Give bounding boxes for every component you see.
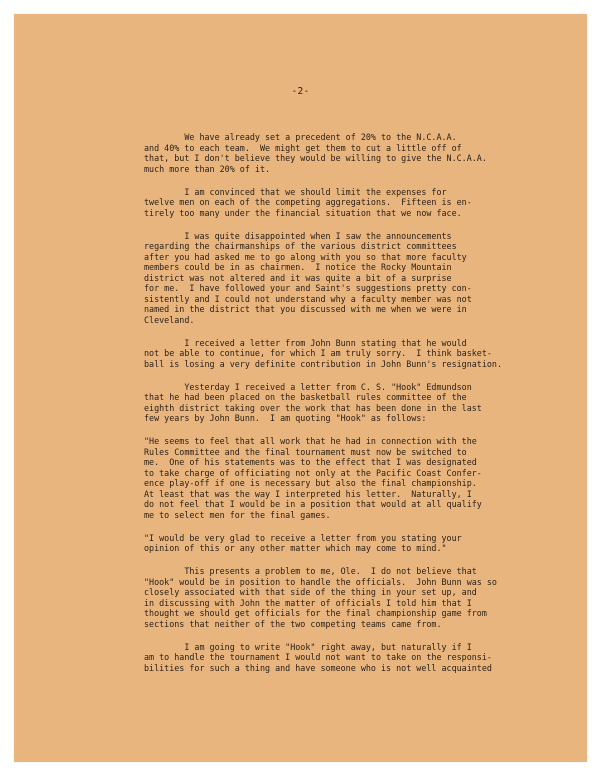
- text-line: We have already set a precedent of 20% to the N.C.A.A.: [144, 132, 457, 142]
- letter-paragraph: [144, 338, 564, 370]
- text-line: members could be in as chairmen. I notice the Rocky Mountain: [144, 262, 452, 272]
- text-line: "He seems to feel that all work that he had in connection with the: [144, 436, 477, 446]
- text-line: few years by John Bunn. I am quoting "Hook" as follows:: [144, 413, 427, 423]
- text-line: sistently and I could not understand why a faculty member was not: [144, 293, 472, 304]
- text-line: for me. I have followed your and Saint's suggestions pretty con-: [144, 283, 472, 293]
- text-line: that, but I don't believe they would be willing to give the N.C.A.A.: [144, 153, 487, 163]
- text-line: "Hook" would be in position to handle the officials. John Bunn was so: [144, 576, 497, 587]
- text-line: This presents a problem to me, Ole. I do not believe that: [144, 566, 477, 576]
- text-line: to take charge of officiating not only at the Pacific Coast Confer-: [144, 467, 482, 478]
- text-line: district was not altered and it was quite a bit of a surprise: [144, 272, 452, 283]
- text-line: twelve men on each of the competing aggregations. Fifteen is en-: [144, 197, 472, 207]
- text-line: thought we should get officials for the final championship game from: [144, 608, 487, 618]
- text-line: tirely too many under the financial situation that we now face.: [144, 207, 462, 218]
- text-line: after you had asked me to go along with you so that more faculty: [144, 251, 467, 262]
- letter-paragraph: [144, 231, 564, 326]
- text-line: much more than 20% of it.: [144, 163, 271, 174]
- text-line: me. One of his statements was to the effect that I was designated: [144, 457, 477, 467]
- text-line: I received a letter from John Bunn stating that he would: [144, 337, 467, 348]
- text-line: regarding the chairmanships of the various district committees: [144, 241, 457, 251]
- text-line: At least that was the way I interpreted his letter. Naturally, I: [144, 488, 472, 499]
- text-line: ball is losing a very definite contribution in John Bunn's resignation.: [144, 358, 502, 369]
- text-line: opinion of this or any other matter which may come to mind.": [144, 543, 447, 553]
- letter-paragraph: [144, 382, 564, 424]
- text-line: me to select men for the final games.: [144, 509, 331, 520]
- text-line: do not feel that I would be in a position that would at all qualify: [144, 499, 482, 509]
- text-line: and 40% to each team. We might get them to cut a little off of: [144, 142, 462, 153]
- text-line: I am convinced that we should limit the expenses for: [144, 186, 447, 197]
- text-line: "I would be very glad to receive a letter from you stating your: [144, 532, 462, 543]
- letter-paragraph: [144, 533, 564, 554]
- text-line: I was quite disappointed when I saw the announcements: [144, 230, 452, 241]
- letter-paragraph: [144, 187, 564, 219]
- letter-paragraph: [144, 436, 564, 520]
- text-line: am to handle the tournament I would not want to take on the responsi-: [144, 652, 492, 662]
- text-line: Cleveland.: [144, 314, 195, 325]
- letter-page: [14, 14, 587, 762]
- text-line: bilities for such a thing and have someone who is not well acquainted: [144, 662, 492, 673]
- letter-body: [144, 132, 564, 686]
- letter-paragraph: [144, 566, 564, 629]
- text-line: sections that neither of the two competing teams came from.: [144, 618, 442, 629]
- text-line: named in the district that you discussed with me when we were in: [144, 304, 467, 314]
- letter-paragraph: [144, 642, 564, 674]
- text-line: not be able to continue, for which I am truly sorry. I think basket-: [144, 348, 492, 358]
- text-line: I am going to write "Hook" right away, but naturally if I: [144, 641, 472, 652]
- page-number: -2-: [291, 86, 310, 97]
- text-line: ence play-off if one is necessary but also the final championship.: [144, 478, 477, 488]
- letter-paragraph: [144, 132, 564, 174]
- text-line: closely associated with that side of the thing in your set up, and: [144, 587, 477, 597]
- text-line: eighth district taking over the work that has been done in the last: [144, 402, 482, 413]
- text-line: that he had been placed on the basketball rules committee of the: [144, 392, 467, 402]
- text-line: Rules Committee and the final tournament must now be switched to: [144, 446, 467, 457]
- text-line: Yesterday I received a letter from C. S. "Hook" Edmundson: [144, 381, 472, 392]
- text-line: in discussing with John the matter of officials I told him that I: [144, 597, 472, 608]
